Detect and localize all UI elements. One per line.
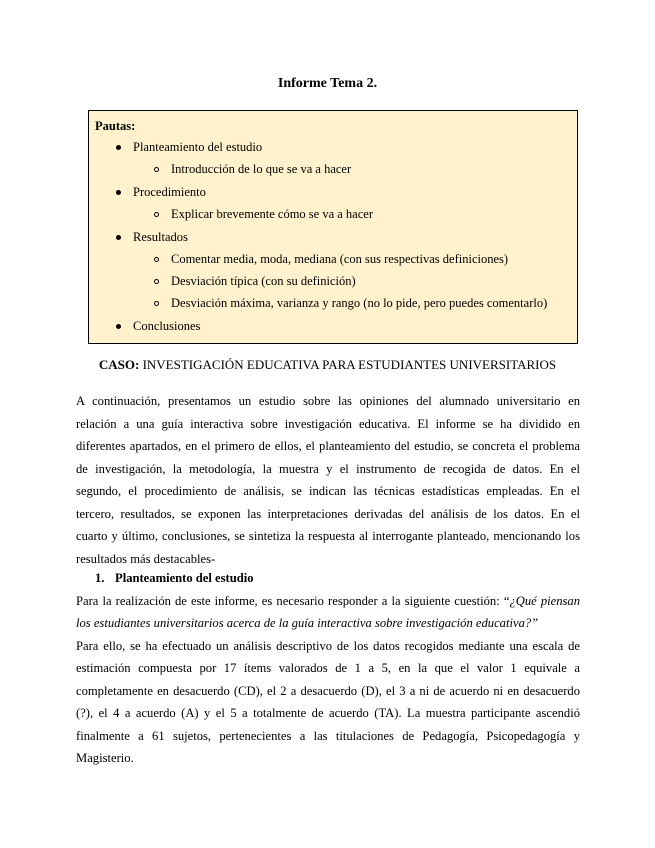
paragraph-line: de investigación, la metodología, la muestra y el instrumento de recogida de datos. En el — [76, 462, 580, 476]
bullet-ring-icon — [154, 167, 159, 172]
guideline-subitem: Desviación máxima, varianza y rango (no lo pide, pero puedes comentarlo) — [171, 296, 548, 310]
paragraph-line: (?), el 4 a acuerdo (A) y el 5 a totalmente de acuerdo (TA). La muestra participante ascendió — [76, 706, 580, 720]
bullet-dot-icon — [116, 145, 121, 150]
case-label: CASO: — [98, 357, 140, 372]
paragraph-line: relación a una guía interactiva sobre investigación educativa. El informe se ha dividido en — [76, 417, 580, 431]
guideline-subitem: Introducción de lo que se va a hacer — [171, 162, 352, 176]
paragraph-line: resultados más destacables- — [76, 552, 216, 566]
bullet-dot-icon — [116, 235, 121, 240]
bullet-ring-icon — [154, 257, 159, 262]
paragraph-line: cuarto y último, conclusiones, se sintetiza la respuesta al interrogante planteado, mencionando los — [76, 529, 580, 543]
guideline-item: Procedimiento — [133, 185, 206, 199]
document-title: Informe Tema 2. — [277, 76, 378, 91]
guidelines-box — [88, 110, 578, 344]
question-text-continued: los estudiantes universitarios acerca de la guía interactiva sobre investigación educativa?” — [76, 616, 539, 630]
paragraph-line: completamente en desacuerdo (CD), el 2 a desacuerdo (D), el 3 a ni de acuerdo ni en desacuerdo — [76, 684, 580, 698]
paragraph-line: finalmente a 61 sujetos, pertenecientes a las titulaciones de Pedagogía, Psicopedagogía y — [76, 729, 580, 743]
question-text: ¿Qué piensan — [509, 594, 580, 608]
bullet-dot-icon — [116, 190, 121, 195]
guideline-item: Resultados — [133, 230, 188, 244]
guideline-item: Conclusiones — [133, 319, 201, 333]
guideline-item: Planteamiento del estudio — [133, 140, 263, 154]
paragraph-line: segundo, el procedimiento de análisis, se indican las técnicas estadísticas empleadas. En el — [76, 484, 580, 498]
paragraph-line — [76, 594, 580, 609]
section-title: Planteamiento del estudio — [115, 571, 254, 585]
bullet-ring-icon — [154, 279, 159, 284]
guideline-subitem: Explicar brevemente cómo se va a hacer — [171, 207, 373, 221]
question-intro: Para la realización de este informe, es necesario responder a la siguiente cuestión: “ — [76, 594, 510, 608]
section-heading — [95, 571, 254, 586]
paragraph-line: tercero, resultados, se exponen las interpretaciones derivadas del análisis de los datos. En el — [76, 507, 580, 521]
case-heading — [0, 357, 655, 373]
paragraph-line: estimación compuesta por 17 ítems valorados de 1 a 5, en la que el valor 1 equivale a — [76, 661, 580, 675]
guideline-subitem: Comentar media, moda, mediana (con sus respectivas definiciones) — [171, 252, 509, 266]
paragraph-line: diferentes apartados, en el primero de ellos, el planteamiento del estudio, se concreta el problema — [76, 439, 580, 453]
bullet-ring-icon — [154, 301, 159, 306]
bullet-ring-icon — [154, 212, 159, 217]
guideline-subitem: Desviación típica (con su definición) — [171, 274, 356, 288]
bullet-dot-icon — [116, 324, 121, 329]
paragraph-line: A continuación, presentamos un estudio sobre las opiniones del alumnado universitario en — [76, 394, 580, 408]
paragraph-line: Magisterio. — [76, 751, 134, 765]
guidelines-heading: Pautas: — [95, 119, 136, 133]
section-number: 1. — [95, 571, 105, 585]
case-text: INVESTIGACIÓN EDUCATIVA PARA ESTUDIANTES UNIVERSITARIOS — [139, 357, 557, 372]
paragraph-line: Para ello, se ha efectuado un análisis descriptivo de los datos recogidos mediante una escala de — [76, 639, 580, 653]
